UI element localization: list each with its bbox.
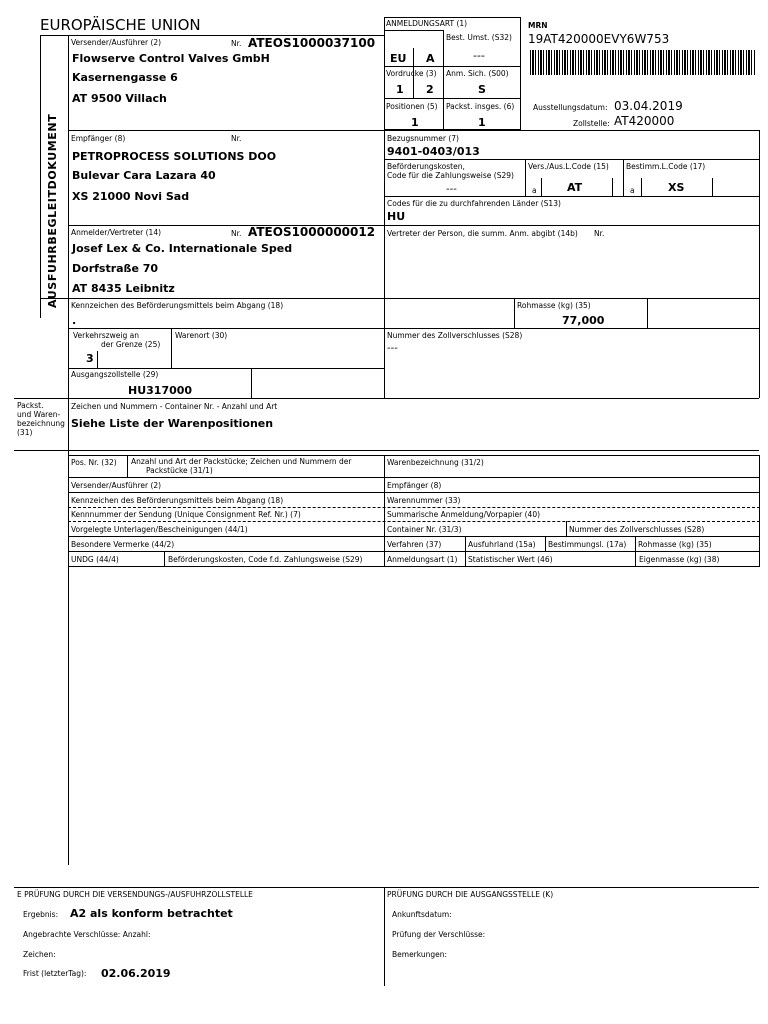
grid-container-label: Container Nr. (31/3) (387, 525, 462, 534)
anmelder-label: Anmelder/Vertreter (14) (71, 228, 162, 237)
grid-statwert-label: Statistischer Wert (46) (468, 555, 553, 564)
footer-left-title: E PRÜFUNG DURCH DIE VERSENDUNGS-/AUSFUHRZOLLSTELLE (17, 890, 253, 899)
grid-pos-label: Pos. Nr. (32) (71, 458, 117, 467)
recipient-nr-label: Nr. (231, 134, 242, 143)
verkehrszweig-label-1: Verkehrszweig an (73, 331, 139, 340)
divider (384, 66, 521, 67)
divider (68, 368, 384, 369)
recipient-name: PETROPROCESS SOLUTIONS DOO (72, 150, 277, 163)
divider (127, 455, 128, 477)
recipient-label: Empfänger (8) (71, 134, 126, 143)
vordrucke-label: Vordrucke (3) (386, 69, 437, 78)
kennzeichen-label: Kennzeichen des Beförderungsmittels beim Abgang (18) (71, 301, 284, 310)
versland-value: AT (567, 181, 583, 194)
anmeldungsart-label: ANMELDUNGSART (1) (386, 19, 468, 28)
grid-anzahl-label-1: Anzahl und Art der Packstücke; Zeichen und Nummern der (131, 457, 352, 466)
sender-label: Versender/Ausführer (2) (71, 38, 162, 47)
grid-kennnummer-label: Kennnummer der Sendung (Unique Consignment Ref. Nr.) (7) (71, 510, 301, 519)
grid-undg-label: UNDG (44/4) (71, 555, 119, 564)
sender-nr: ATEOS1000037100 (248, 36, 376, 50)
durchfahrt-value: HU (387, 210, 406, 223)
waren-label: Zeichen und Nummern - Container Nr. - Anzahl und Art (71, 402, 278, 411)
grid-vermerke-label: Besondere Vermerke (44/2) (71, 540, 175, 549)
vordrucke-value-2: 2 (426, 83, 434, 96)
side-border-left (40, 35, 41, 318)
divider (14, 887, 759, 888)
bemerkungen-label: Bemerkungen: (392, 950, 448, 959)
divider (566, 521, 567, 536)
grid-nrverschluss-label: Nummer des Zollverschlusses (S28) (569, 525, 705, 534)
divider (68, 551, 760, 552)
s32-value: --- (473, 49, 485, 62)
anmeldungsart-value-1: EU (390, 52, 407, 65)
mrn-value: 19AT420000EVY6W753 (528, 32, 670, 46)
recipient-street: Bulevar Cara Lazara 40 (72, 169, 216, 182)
divider (612, 178, 613, 196)
ausgangszollstelle-label: Ausgangszollstelle (29) (71, 370, 159, 379)
divider (384, 30, 443, 31)
vordrucke-value-1: 1 (396, 83, 404, 96)
s00-label: Anm. Sich. (S00) (446, 69, 509, 78)
packst-label: Packst. insges. (6) (446, 102, 515, 111)
divider (171, 328, 172, 368)
grid-empfaenger-label: Empfänger (8) (387, 481, 442, 490)
waren-side-2: und Waren- (17, 410, 61, 419)
bezugsnummer-value: 9401-0403/013 (387, 145, 480, 158)
divider (14, 450, 759, 451)
divider (545, 536, 546, 551)
divider (384, 98, 521, 99)
grid-ausfuhrland-label: Ausfuhrland (15a) (468, 540, 536, 549)
grid-verfahren-label: Verfahren (37) (387, 540, 442, 549)
verschluss-value: --- (387, 343, 398, 354)
anmelder-name: Josef Lex & Co. Internationale Sped (72, 242, 293, 255)
ausstellungsdatum-value: 03.04.2019 (614, 99, 683, 113)
rohmasse-label: Rohmasse (kg) (35) (517, 301, 591, 310)
bestland-value: XS (668, 181, 685, 194)
grid-warenbez-label: Warenbezeichnung (31/2) (387, 458, 484, 467)
grid-rohmasse-label: Rohmasse (kg) (35) (638, 540, 712, 549)
waren-side-1: Packst. (17, 401, 44, 410)
ausstellungsdatum-label: Ausstellungsdatum: (533, 103, 608, 112)
divider (623, 159, 624, 196)
divider (384, 130, 385, 398)
side-title: AUSFUHRBEGLEITDOKUMENT (46, 113, 59, 308)
divider (251, 368, 252, 398)
grid-eigenmasse-label: Eigenmasse (kg) (38) (639, 555, 720, 564)
zeichen-label: Zeichen: (23, 950, 56, 959)
waren-side-4: (31) (17, 428, 33, 437)
waren-value: Siehe Liste der Warenpositionen (71, 417, 274, 430)
divider (384, 159, 759, 160)
befoerderung-value: --- (446, 184, 457, 195)
divider (40, 298, 759, 299)
divider (443, 30, 444, 130)
pruefung-label: Prüfung der Verschlüsse: (392, 930, 486, 939)
frist-label: Frist (letzterTag): (23, 969, 87, 978)
sender-nr-label: Nr. (231, 39, 242, 48)
warenort-label: Warenort (30) (175, 331, 228, 340)
grid-versender-label: Versender/Ausführer (2) (71, 481, 162, 490)
divider (68, 536, 760, 537)
divider (525, 159, 526, 196)
divider (68, 225, 759, 226)
vertreter-label: Vertreter der Person, die summ. Anm. abgibt (14b) (387, 229, 578, 238)
versland-label: Vers./Aus.L.Code (15) (528, 162, 609, 171)
grid-unterlagen-label: Vorgelegte Unterlagen/Bescheinigungen (44/1) (71, 525, 248, 534)
divider (647, 298, 648, 328)
grid-summarische-label: Summarische Anmeldung/Vorpapier (40) (387, 510, 541, 519)
positionen-value: 1 (411, 116, 419, 129)
grid-anzahl-label-2: Packstücke (31/1) (146, 466, 213, 475)
recipient-city: XS 21000 Novi Sad (72, 190, 190, 203)
verschluss-label: Nummer des Zollverschlusses (S28) (387, 331, 523, 340)
kennzeichen-value: . (72, 314, 77, 327)
sender-city: AT 9500 Villach (72, 92, 167, 105)
divider (164, 551, 165, 567)
verschluesse-label: Angebrachte Verschlüsse: Anzahl: (23, 930, 151, 939)
anmelder-street: Dorfstraße 70 (72, 262, 159, 275)
grid-kennzeichen-label: Kennzeichen des Beförderungsmittels beim Abgang (18) (71, 496, 284, 505)
footer-right-title: PRÜFUNG DURCH DIE AUSGANGSSTELLE (K) (387, 890, 554, 899)
sender-name: Flowserve Control Valves GmbH (72, 52, 270, 65)
grid-befkosten-label: Beförderungskosten, Code f.d. Zahlungsweise (S29) (168, 555, 363, 564)
divider (712, 178, 713, 196)
waren-side-3: bezeichnung (17, 419, 65, 428)
ergebnis-value: A2 als konform betrachtet (70, 907, 233, 920)
bestland-a: a (630, 186, 635, 195)
mrn-barcode (530, 50, 756, 75)
ergebnis-label: Ergebnis: (23, 910, 59, 919)
s00-value: S (478, 83, 486, 96)
frist-value: 02.06.2019 (101, 967, 171, 980)
divider (97, 351, 98, 368)
divider (68, 521, 760, 522)
anmelder-city: AT 8435 Leibnitz (72, 282, 175, 295)
grid-anmeldungsart-label: Anmeldungsart (1) (387, 555, 458, 564)
befoerderung-label-1: Beförderungskosten, (387, 162, 465, 171)
anmeldungsart-value-2: A (426, 52, 435, 65)
durchfahrt-label: Codes für die zu durchfahrenden Länder (S13) (387, 199, 561, 208)
divider (384, 887, 385, 986)
bestland-label: Bestimm.L.Code (17) (626, 162, 706, 171)
divider (68, 477, 760, 478)
divider (641, 178, 642, 196)
rohmasse-value: 77,000 (562, 314, 605, 327)
zollstelle-value: AT420000 (614, 114, 675, 128)
verkehrszweig-value: 3 (86, 352, 94, 365)
anmelder-nr-label: Nr. (231, 229, 242, 238)
s32-label: Best. Umst. (S32) (446, 33, 512, 42)
document-title: EUROPÄISCHE UNION (40, 16, 201, 34)
verkehrszweig-label-2: der Grenze (25) (101, 340, 161, 349)
vertreter-nr-label: Nr. (594, 229, 605, 238)
sender-street: Kasernengasse 6 (72, 71, 178, 84)
divider (384, 196, 759, 197)
positionen-label: Positionen (5) (386, 102, 438, 111)
zollstelle-label: Zollstelle: (573, 119, 610, 128)
divider (68, 507, 760, 508)
divider (68, 130, 759, 131)
befoerderung-label-2: Code für die Zahlungsweise (S29) (387, 171, 514, 180)
mrn-label: MRN (528, 21, 548, 30)
grid-warennummer-label: Warennummer (33) (387, 496, 461, 505)
grid-bestimmungsl-label: Bestimmungsl. (17a) (548, 540, 627, 549)
versland-a: a (532, 186, 537, 195)
divider (541, 178, 542, 196)
divider (14, 398, 759, 399)
anmelder-nr: ATEOS1000000012 (248, 225, 376, 239)
packst-value: 1 (478, 116, 486, 129)
ausgangszollstelle-value: HU317000 (128, 384, 193, 397)
divider (514, 298, 515, 328)
divider (68, 492, 760, 493)
border-right (759, 130, 760, 398)
bezugsnummer-label: Bezugsnummer (7) (387, 134, 459, 143)
ankunft-label: Ankunftsdatum: (392, 910, 452, 919)
